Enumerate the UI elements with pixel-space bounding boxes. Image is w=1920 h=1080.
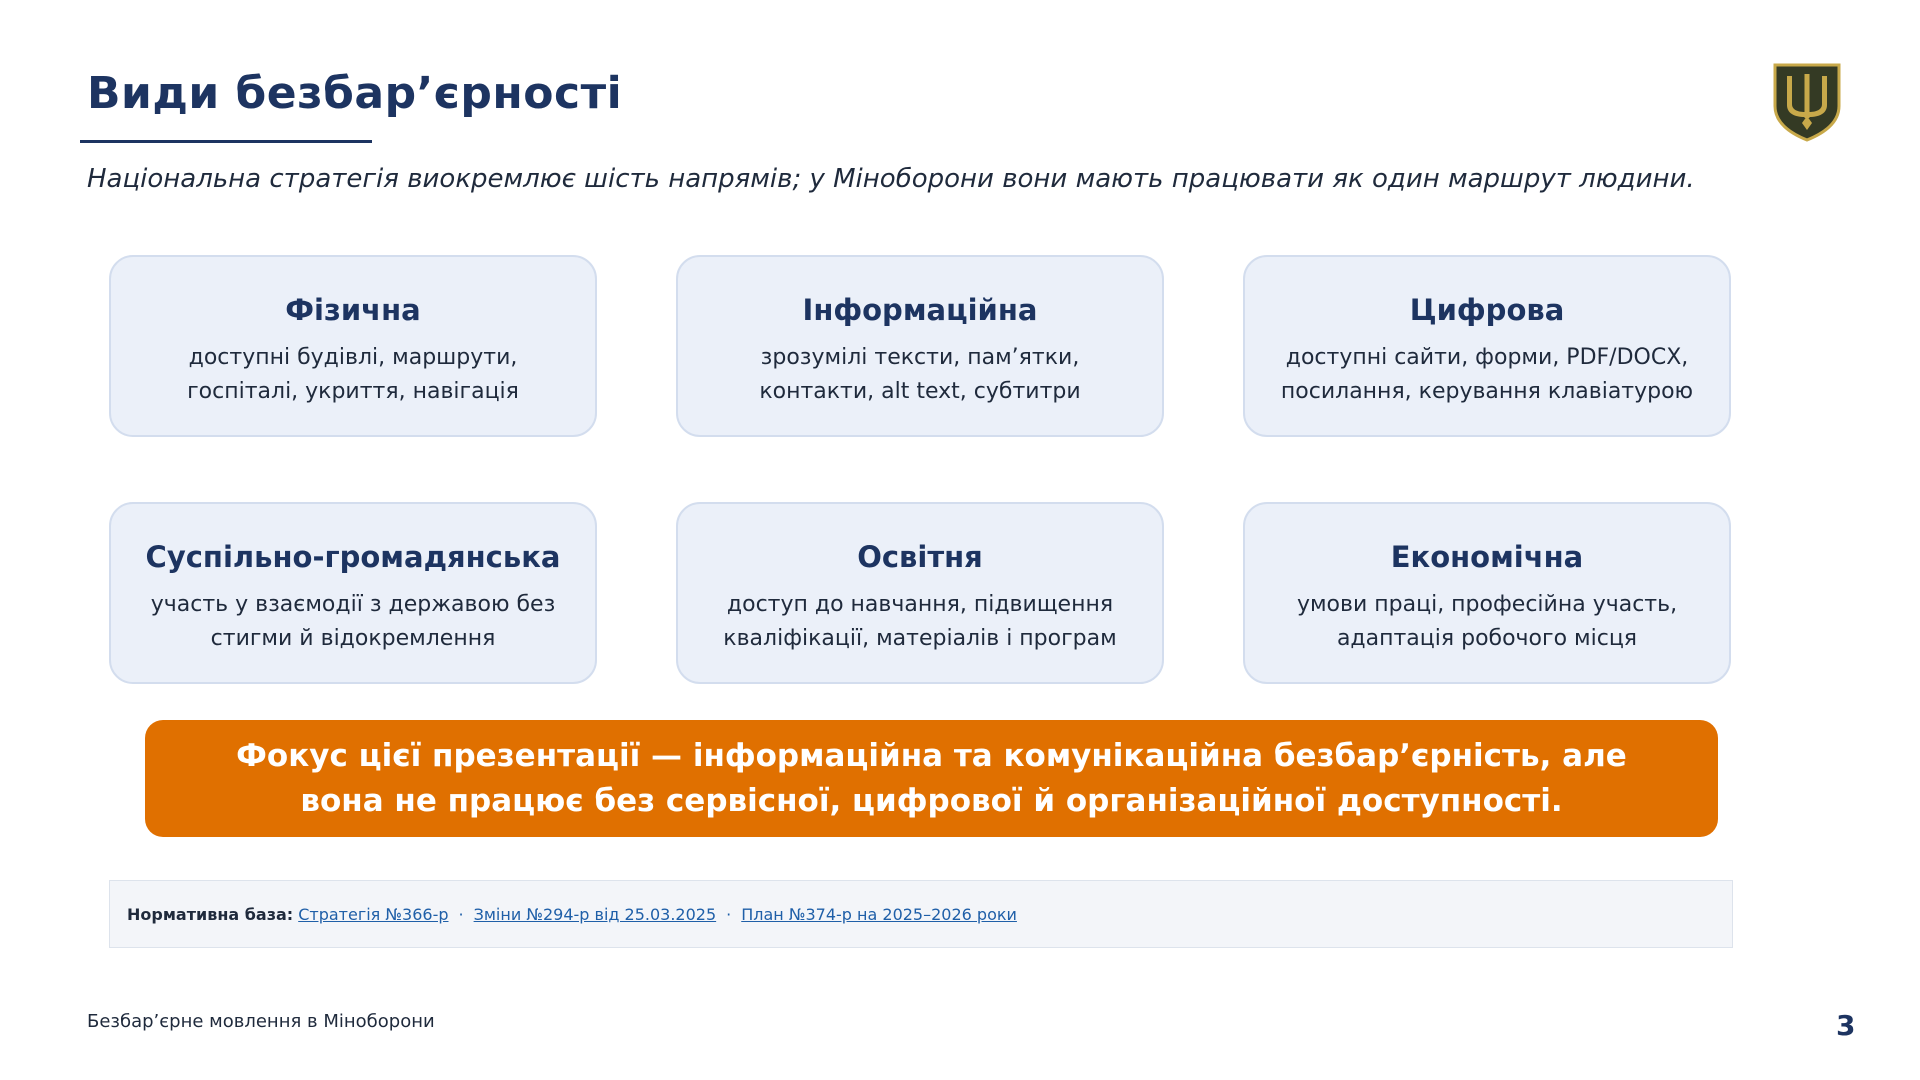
separator-dot: ·	[458, 904, 464, 924]
card-title: Фізична	[285, 293, 421, 327]
amendments-294-link[interactable]: Зміни №294-р від 25.03.2025	[473, 904, 717, 924]
slide-title: Види безбар’єрності	[87, 68, 623, 119]
card-title: Економічна	[1390, 540, 1584, 574]
card-text: участь у взаємодії з державою без стигми й відокремлення	[150, 592, 556, 651]
card-physical	[109, 255, 597, 437]
trident-emblem-icon	[1772, 62, 1842, 142]
card-text: умови праці, професійна участь, адаптація робочого місця	[1296, 592, 1678, 651]
card-title: Інформаційна	[802, 293, 1038, 327]
card-text: зрозумілі тексти, пам’ятки, контакти, alt text, субтитри	[759, 345, 1081, 404]
focus-banner	[145, 720, 1718, 837]
normative-base-bar	[109, 880, 1733, 948]
card-title: Освітня	[857, 540, 983, 574]
card-educational	[676, 502, 1164, 684]
normative-base-label: Нормативна база:	[127, 904, 294, 924]
card-text: доступні будівлі, маршрути, госпіталі, укриття, навігація	[187, 345, 519, 404]
card-text: доступні сайти, форми, PDF/DOCX, посилання, керування клавіатурою	[1280, 345, 1694, 404]
card-digital	[1243, 255, 1731, 437]
footer-text: Безбар’єрне мовлення в Міноборони	[87, 1011, 435, 1032]
title-underline	[80, 140, 372, 143]
slide-subtitle: Національна стратегія виокремлює шість напрямів; у Міноборони вони мають працювати як один маршрут людини.	[87, 164, 1695, 194]
card-social-civic	[109, 502, 597, 684]
card-title: Суспільно-громадянська	[145, 540, 561, 574]
card-economic	[1243, 502, 1731, 684]
focus-text: Фокус цієї презентації — інформаційна та комунікаційна безбар’єрність, але вона не працює без сервісної, цифрової й організаційної доступності.	[236, 737, 1627, 819]
plan-374-link[interactable]: План №374-р на 2025–2026 роки	[741, 904, 1017, 924]
strategy-366-link[interactable]: Стратегія №366-р	[298, 904, 449, 924]
separator-dot: ·	[726, 904, 732, 924]
page-number: 3	[1836, 1009, 1856, 1042]
card-title: Цифрова	[1409, 293, 1565, 327]
card-informational	[676, 255, 1164, 437]
card-text: доступ до навчання, підвищення кваліфікації, матеріалів і програм	[723, 592, 1117, 651]
